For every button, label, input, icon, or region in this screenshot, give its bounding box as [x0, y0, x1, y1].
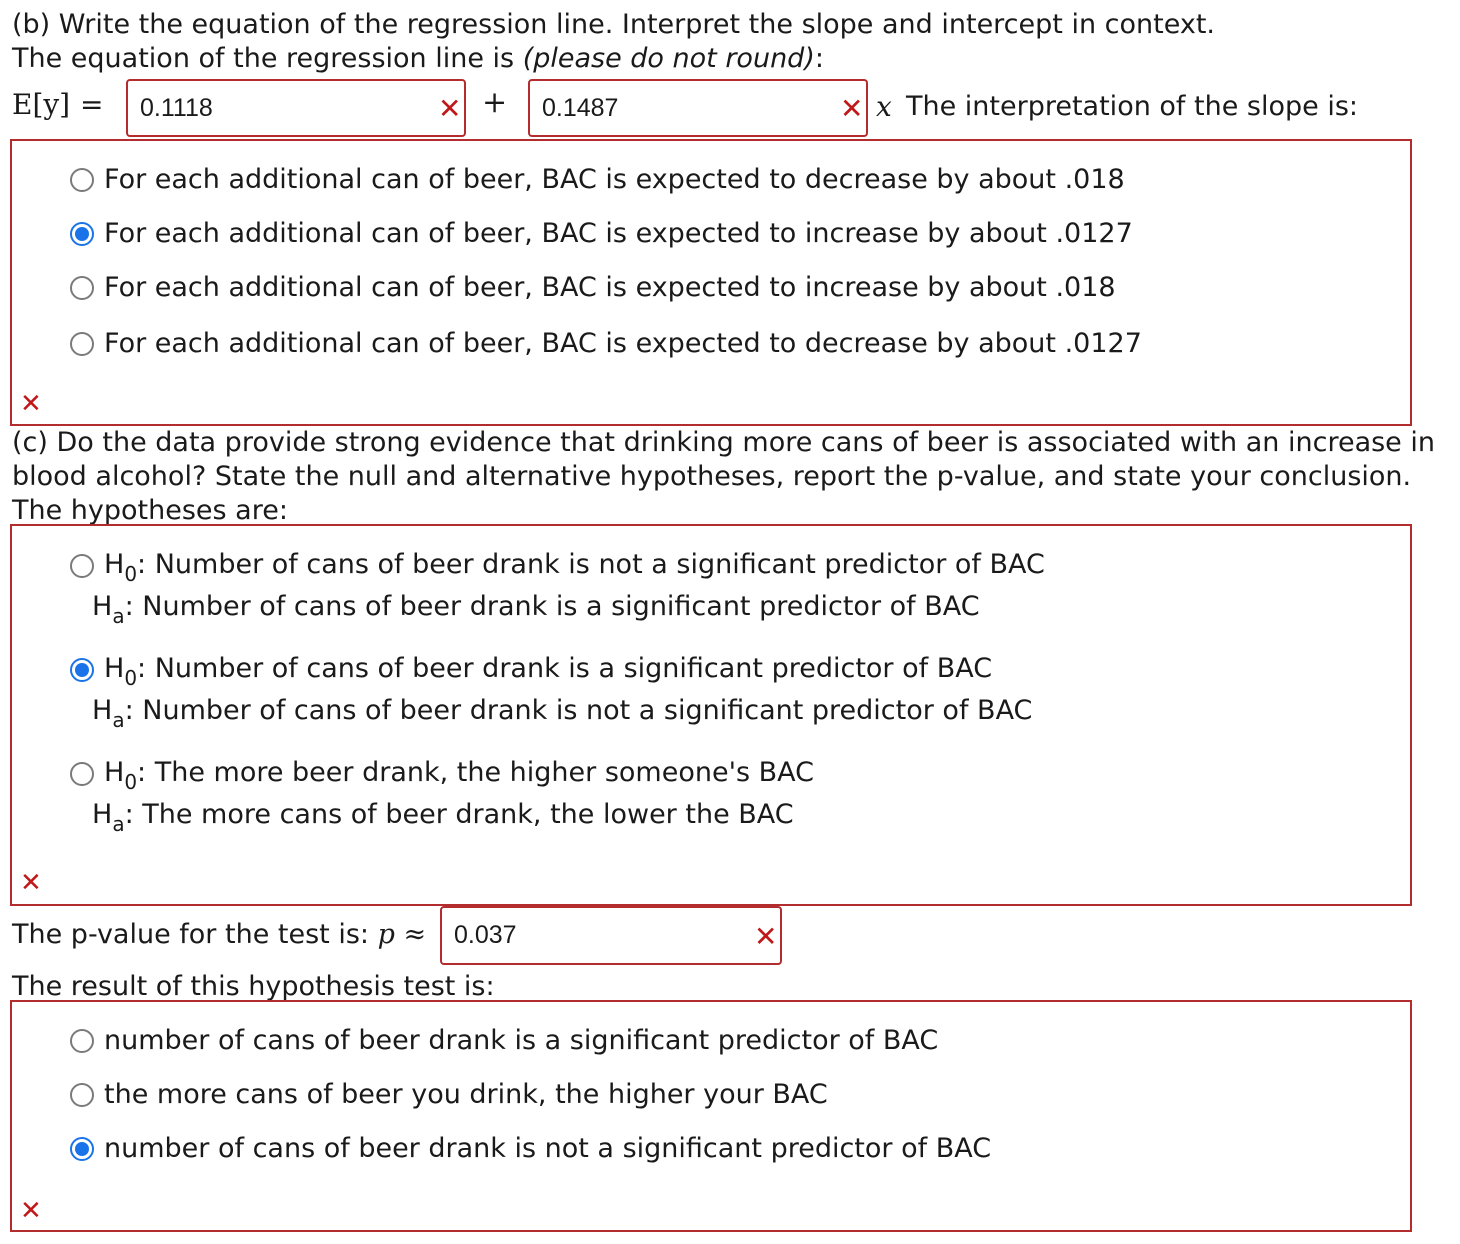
slope-field[interactable] [528, 79, 868, 137]
result-option[interactable] [70, 1078, 828, 1112]
null-hypothesis-text [104, 548, 1045, 586]
alternative-hypothesis-text [92, 590, 980, 628]
h0-subscript: 0 [124, 562, 138, 586]
slope-option-label: For each additional can of beer, BAC is expected to increase by about .018 [104, 272, 1116, 303]
ha-subscript: a [112, 604, 125, 628]
ha-subscript: a [112, 812, 125, 836]
h0-symbol: H [104, 549, 125, 580]
incorrect-mark-icon: ✕ [20, 868, 42, 898]
h0-symbol: H [104, 653, 125, 684]
part-c-prompt-line2: blood alcohol? State the null and alternative hypotheses, report the p-value, and state your conclusion. [12, 461, 1412, 492]
h0-statement: : Number of cans of beer drank is not a significant predictor of BAC [137, 549, 1045, 580]
hypotheses-label: The hypotheses are: [12, 495, 288, 526]
slope-option-label: For each additional can of beer, BAC is expected to increase by about .0127 [104, 218, 1133, 249]
equation-intro [12, 42, 824, 76]
h0-symbol: H [104, 757, 125, 788]
intercept-input[interactable] [140, 81, 420, 135]
ha-symbol: H [92, 695, 113, 726]
expected-y-label: E[y] [12, 88, 71, 121]
slope-option-label: For each additional can of beer, BAC is expected to decrease by about .0127 [104, 328, 1142, 359]
pvalue-symbol: p ≈ [377, 919, 427, 950]
radio-button-selected-icon[interactable] [70, 222, 94, 246]
radio-button-icon[interactable] [70, 554, 94, 578]
h0-subscript: 0 [124, 666, 138, 690]
h0-statement: : Number of cans of beer drank is a significant predictor of BAC [137, 653, 993, 684]
ha-symbol: H [92, 591, 113, 622]
pvalue-label [12, 918, 426, 952]
hypothesis-option[interactable] [70, 548, 1045, 586]
radio-button-icon[interactable] [70, 276, 94, 300]
result-option[interactable] [70, 1024, 938, 1058]
pvalue-input[interactable] [454, 908, 734, 963]
part-b-prompt: (b) Write the equation of the regression line. Interpret the slope and intercept in context. [12, 9, 1215, 40]
result-group [10, 1000, 1412, 1232]
null-hypothesis-text [104, 756, 815, 794]
ha-subscript: a [112, 708, 125, 732]
result-option-label: the more cans of beer you drink, the higher your BAC [104, 1079, 828, 1110]
slope-option-label: For each additional can of beer, BAC is expected to decrease by about .018 [104, 164, 1125, 195]
x-variable: x [876, 90, 892, 123]
plus-sign: + [482, 85, 508, 120]
radio-button-selected-icon[interactable] [70, 658, 94, 682]
slope-option[interactable] [70, 327, 1142, 361]
slope-interpretation-label: The interpretation of the slope is: [906, 91, 1358, 122]
incorrect-mark-icon: ✕ [840, 92, 864, 125]
radio-button-icon[interactable] [70, 1083, 94, 1107]
h0-subscript: 0 [124, 770, 138, 794]
equation-colon: : [814, 43, 824, 74]
incorrect-mark-icon: ✕ [754, 920, 778, 953]
radio-button-icon[interactable] [70, 1029, 94, 1053]
result-option[interactable] [70, 1132, 991, 1166]
slope-option[interactable] [70, 163, 1125, 197]
radio-button-icon[interactable] [70, 332, 94, 356]
ha-statement: : Number of cans of beer drank is not a significant predictor of BAC [124, 695, 1033, 726]
radio-button-icon[interactable] [70, 168, 94, 192]
slope-input[interactable] [542, 81, 822, 135]
slope-option[interactable] [70, 217, 1133, 251]
hypothesis-option[interactable] [70, 652, 993, 690]
alternative-hypothesis-text [92, 798, 794, 836]
slope-interpretation-group [10, 139, 1412, 426]
slope-option[interactable] [70, 271, 1116, 305]
equals-sign: = [80, 88, 104, 121]
null-hypothesis-text [104, 652, 993, 690]
pvalue-label-text: The p-value for the test is: [12, 919, 378, 950]
hypothesis-option[interactable] [70, 756, 815, 794]
result-option-label: number of cans of beer drank is a significant predictor of BAC [104, 1025, 939, 1056]
incorrect-mark-icon: ✕ [20, 1196, 42, 1226]
ha-statement: : The more cans of beer drank, the lower the BAC [124, 799, 794, 830]
result-option-label: number of cans of beer drank is not a significant predictor of BAC [104, 1133, 992, 1164]
alternative-hypothesis-text [92, 694, 1033, 732]
equation-intro-text: The equation of the regression line is [12, 43, 523, 74]
incorrect-mark-icon: ✕ [20, 389, 42, 419]
intercept-field[interactable] [126, 79, 466, 137]
incorrect-mark-icon: ✕ [438, 92, 462, 125]
no-round-note: (please do not round) [522, 43, 815, 74]
part-c-prompt-line1: (c) Do the data provide strong evidence that drinking more cans of beer is associated with an increase in [12, 427, 1435, 458]
ha-statement: : Number of cans of beer drank is a significant predictor of BAC [124, 591, 980, 622]
radio-button-selected-icon[interactable] [70, 1137, 94, 1161]
h0-statement: : The more beer drank, the higher someone's BAC [137, 757, 815, 788]
radio-button-icon[interactable] [70, 762, 94, 786]
hypotheses-group [10, 524, 1412, 906]
pvalue-field[interactable] [440, 906, 782, 965]
ha-symbol: H [92, 799, 113, 830]
result-label: The result of this hypothesis test is: [12, 971, 495, 1002]
